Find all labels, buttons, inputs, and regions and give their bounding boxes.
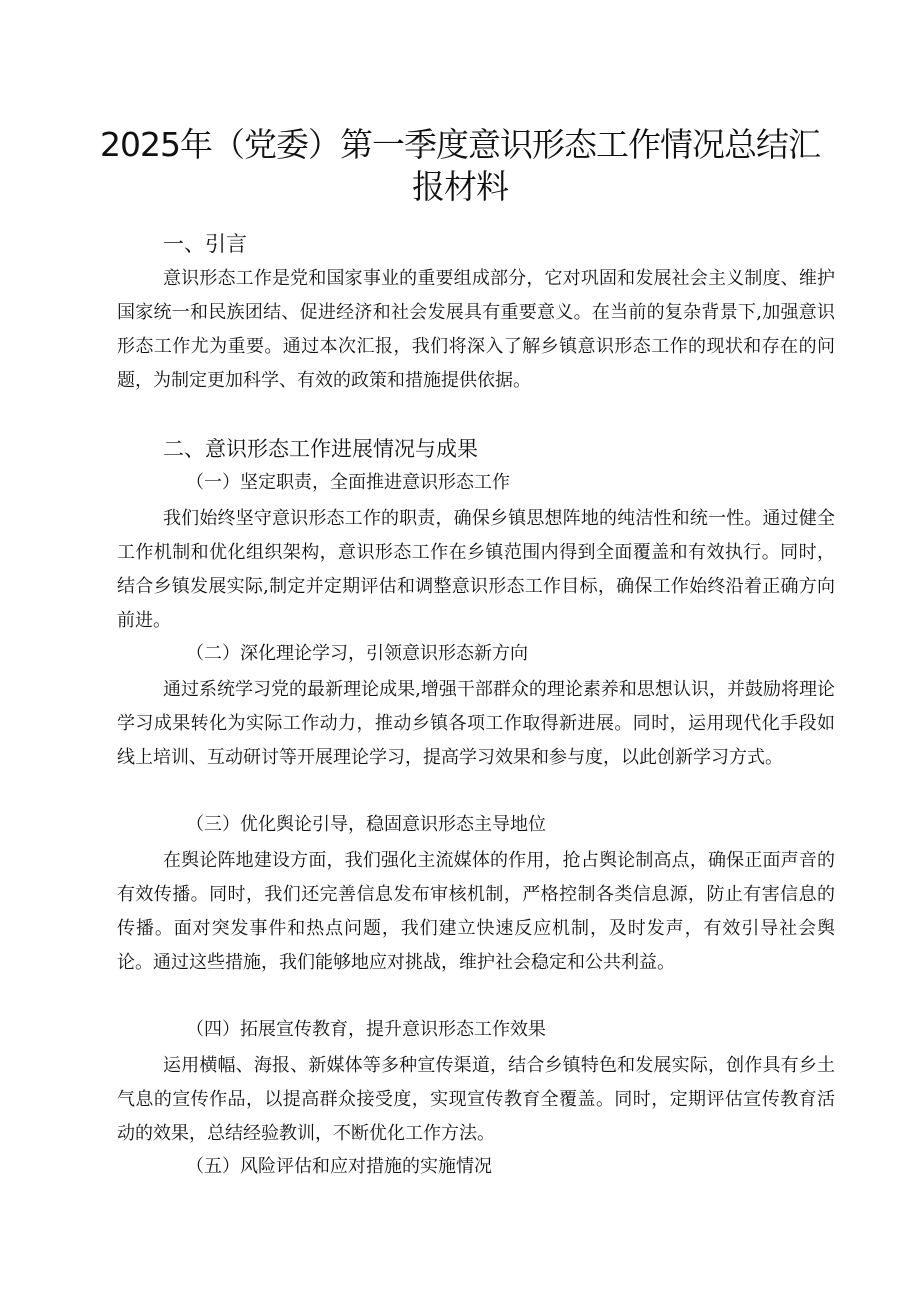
section-heading-introduction: 一、引言 [163,232,247,256]
section-heading-progress: 二、意识形态工作进展情况与成果 [163,437,478,461]
subsection-paragraph-4: 运用横幅、海报、新媒体等多种宣传渠道，结合乡镇特色和发展实际，创作具有乡土气息的宣传作品，以提高群众接受度，实现宣传教育全覆盖。同时，定期评估宣传教育活动的效果，总结经验教训，不断优化工作方法。 [117,1055,835,1144]
subsection-title-1: （一）坚定职责，全面推进意识形态工作 [186,472,510,493]
subsection-paragraph-2: 通过系统学习党的最新理论成果,增强干部群众的理论素养和思想认识，并鼓励将理论学习成果转化为实际工作动力，推动乡镇各项工作取得新进展。同时，运用现代化手段如线上培训、互动研讨等开展理论学习，提高学习效果和参与度，以此创新学习方式。 [117,679,835,768]
subsection-paragraph-3: 在舆论阵地建设方面，我们强化主流媒体的作用，抢占舆论制高点，确保正面声音的有效传播。同时，我们还完善信息发布审核机制，严格控制各类信息源，防止有害信息的传播。面对突发事件和热点问题，我们建立快速反应机制，及时发声，有效引导社会舆论。通过这些措施，我们能够地应对挑战，维护社会稳定和公共利益。 [117,850,835,973]
subsection-title-3: （三）优化舆论引导，稳固意识形态主导地位 [186,814,546,835]
subsection-title-5: （五）风险评估和应对措施的实施情况 [186,1156,492,1177]
subsection-title-2: （二）深化理论学习，引领意识形态新方向 [186,643,528,664]
document-title: 2025年（党委）第一季度意识形态工作情况总结汇报材料 [100,125,820,206]
subsection-title-4: （四）拓展宣传教育，提升意识形态工作效果 [186,1019,546,1040]
introduction-paragraph: 意识形态工作是党和国家事业的重要组成部分，它对巩固和发展社会主义制度、维护国家统一和民族团结、促进经济和社会发展具有重要意义。在当前的复杂背景下,加强意识形态工作尤为重要。通过本次汇报，我们将深入了解乡镇意识形态工作的现状和存在的问题，为制定更加科学、有效的政策和措施提供依据。 [117,268,835,391]
subsection-paragraph-1: 我们始终坚守意识形态工作的职责，确保乡镇思想阵地的纯洁性和统一性。通过健全工作机制和优化组织架构，意识形态工作在乡镇范围内得到全面覆盖和有效执行。同时，结合乡镇发展实际,制定并定期评估和调整意识形态工作目标，确保工作始终沿着正确方向前进。 [117,508,835,631]
